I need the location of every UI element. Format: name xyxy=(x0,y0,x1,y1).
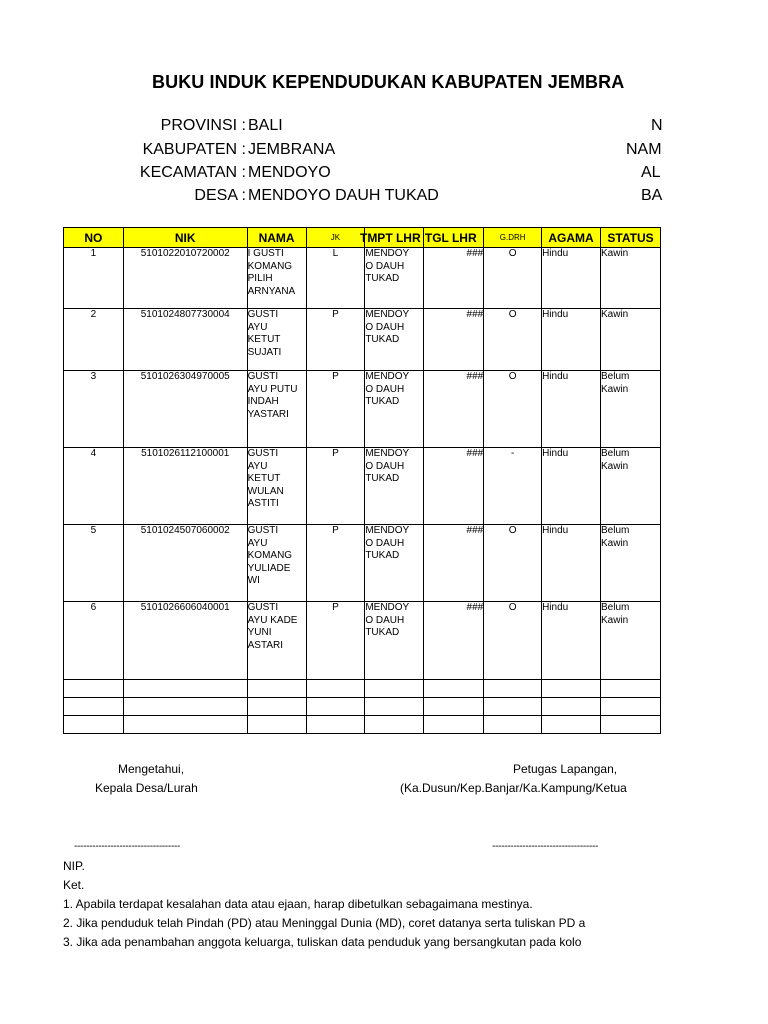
cell-no[interactable]: 4 xyxy=(64,448,124,525)
empty-cell[interactable] xyxy=(64,680,124,698)
table-row xyxy=(64,248,661,309)
cell-agama[interactable]: Hindu xyxy=(542,448,601,525)
cell-nik[interactable]: 5101022010720002 xyxy=(123,248,247,309)
empty-cell[interactable] xyxy=(484,698,542,716)
cell-nama-line: AYU xyxy=(247,321,268,333)
empty-cell[interactable] xyxy=(123,680,247,698)
cell-status-line: Kawin xyxy=(601,309,629,320)
empty-cell[interactable] xyxy=(247,716,306,734)
cell-nama[interactable] xyxy=(247,309,306,371)
footer-petugas: Petugas Lapangan, xyxy=(513,762,618,776)
cell-nama-line: AYU PUTU xyxy=(247,383,298,395)
cell-tgl-lhr[interactable]: ### xyxy=(424,448,484,525)
table-row xyxy=(64,448,661,525)
cell-tgl-lhr[interactable]: ### xyxy=(424,602,484,680)
empty-cell[interactable] xyxy=(542,680,601,698)
cell-tgl-lhr[interactable]: ### xyxy=(424,248,484,309)
cell-tmpt-lhr-line: O DAUH xyxy=(365,460,405,472)
empty-cell[interactable] xyxy=(306,698,365,716)
cell-nik[interactable]: 5101026304970005 xyxy=(123,371,247,448)
header-right-label-4: BA xyxy=(641,187,663,204)
cell-status-line: Belum xyxy=(601,602,630,613)
cell-tmpt-lhr[interactable] xyxy=(365,602,424,680)
empty-table-row xyxy=(64,680,661,698)
column-header-jk[interactable]: JK xyxy=(306,228,365,248)
cell-nama-line: GUSTI xyxy=(247,525,279,536)
cell-nama-line: SUJATI xyxy=(247,346,282,358)
empty-cell[interactable] xyxy=(601,680,661,698)
cell-nama-line: YULIADE xyxy=(247,562,291,574)
empty-cell[interactable] xyxy=(247,680,306,698)
cell-nama[interactable] xyxy=(247,602,306,680)
footer-note-3: 3. Jika ada penambahan anggota keluarga, tuliskan data penduduk yang bersangkutan pada kolo xyxy=(63,935,582,949)
cell-nama-line: ASTITI xyxy=(247,498,279,510)
empty-cell[interactable] xyxy=(306,716,365,734)
cell-tmpt-lhr[interactable] xyxy=(365,371,424,448)
cell-agama[interactable]: Hindu xyxy=(542,371,601,448)
cell-status[interactable] xyxy=(601,309,661,371)
empty-cell[interactable] xyxy=(484,716,542,734)
cell-tmpt-lhr-line: MENDOY xyxy=(365,248,410,259)
cell-nama[interactable] xyxy=(247,448,306,525)
empty-cell[interactable] xyxy=(424,716,484,734)
cell-jk[interactable]: P xyxy=(306,602,365,680)
cell-agama[interactable]: Hindu xyxy=(542,602,601,680)
cell-gdrh[interactable]: O xyxy=(484,371,542,448)
cell-nik[interactable]: 5101026606040001 xyxy=(123,602,247,680)
cell-tmpt-lhr-line: O DAUH xyxy=(365,614,405,626)
header-label-desa: DESA : xyxy=(194,187,246,204)
population-table xyxy=(63,227,661,734)
header-right-label-3: AL xyxy=(641,164,661,181)
cell-no[interactable]: 2 xyxy=(64,309,124,371)
cell-status-line: Kawin xyxy=(601,537,629,549)
cell-no[interactable]: 6 xyxy=(64,602,124,680)
table-header-row xyxy=(64,228,661,248)
column-header-status[interactable]: STATUS xyxy=(601,228,661,248)
header-value-kabupaten: JEMBRANA xyxy=(248,141,336,158)
cell-status[interactable] xyxy=(601,525,661,602)
empty-cell[interactable] xyxy=(542,716,601,734)
cell-nama-line: ARNYANA xyxy=(247,285,296,297)
footer-mengetahui: Mengetahui, xyxy=(118,762,185,776)
table-row xyxy=(64,371,661,448)
cell-nama-line: INDAH xyxy=(247,396,279,408)
cell-tmpt-lhr-line: TUKAD xyxy=(365,627,400,639)
cell-nama-line: AYU KADE xyxy=(247,614,298,626)
page-title: BUKU INDUK KEPENDUDUKAN KABUPATEN JEMBRA xyxy=(152,72,625,92)
footer-nip: NIP. xyxy=(63,859,85,873)
empty-cell[interactable] xyxy=(123,698,247,716)
cell-agama[interactable]: Hindu xyxy=(542,525,601,602)
footer-petugas-role: (Ka.Dusun/Kep.Banjar/Ka.Kampung/Ketua xyxy=(400,781,627,795)
cell-status-line: Kawin xyxy=(601,614,629,626)
cell-nama-line: YUNI xyxy=(247,627,272,639)
cell-tmpt-lhr[interactable] xyxy=(365,248,424,309)
footer-kepala-desa: Kepala Desa/Lurah xyxy=(95,781,198,795)
column-header-gdrh[interactable]: G.DRH xyxy=(484,228,542,248)
cell-tgl-lhr[interactable]: ### xyxy=(424,371,484,448)
cell-nama-line: AYU xyxy=(247,537,268,549)
column-header-agama[interactable]: AGAMA xyxy=(542,228,601,248)
cell-tmpt-lhr-line: TUKAD xyxy=(365,334,400,346)
cell-nama-line: ASTARI xyxy=(247,639,284,651)
column-header-tgl-lhr[interactable]: TGL LHR xyxy=(424,228,484,248)
header-value-kecamatan: MENDOYO xyxy=(248,164,331,181)
cell-tmpt-lhr-line: MENDOY xyxy=(365,309,410,320)
cell-tmpt-lhr-line: TUKAD xyxy=(365,550,400,562)
empty-cell[interactable] xyxy=(64,716,124,734)
column-header-nik[interactable]: NIK xyxy=(123,228,247,248)
cell-nama-line: YASTARI xyxy=(247,408,289,420)
cell-nama-line: KOMANG xyxy=(247,550,293,562)
cell-status[interactable] xyxy=(601,371,661,448)
empty-table-row xyxy=(64,716,661,734)
cell-nik[interactable]: 5101024807730004 xyxy=(123,309,247,371)
cell-gdrh[interactable]: O xyxy=(484,248,542,309)
cell-status-line: Kawin xyxy=(601,460,629,472)
table-row xyxy=(64,309,661,371)
cell-no[interactable]: 1 xyxy=(64,248,124,309)
signature-line-right: ----------------------------------- xyxy=(492,841,599,852)
empty-cell[interactable] xyxy=(365,698,424,716)
column-header-no[interactable]: NO xyxy=(64,228,124,248)
cell-tgl-lhr[interactable]: ### xyxy=(424,309,484,371)
cell-tmpt-lhr[interactable] xyxy=(365,448,424,525)
header-right-label-2: NAM xyxy=(626,141,662,158)
cell-tmpt-lhr-line: O DAUH xyxy=(365,260,405,272)
cell-nama-line: GUSTI xyxy=(247,309,279,320)
empty-cell[interactable] xyxy=(484,680,542,698)
cell-agama[interactable]: Hindu xyxy=(542,248,601,309)
cell-jk[interactable]: P xyxy=(306,448,365,525)
cell-tmpt-lhr-line: O DAUH xyxy=(365,321,405,333)
cell-tgl-lhr[interactable]: ### xyxy=(424,525,484,602)
cell-tmpt-lhr-line: MENDOY xyxy=(365,525,410,536)
header-label-kabupaten: KABUPATEN : xyxy=(142,141,246,158)
cell-status-line: Kawin xyxy=(601,383,629,395)
cell-nama-line: GUSTI xyxy=(247,602,279,613)
cell-gdrh[interactable]: - xyxy=(484,448,542,525)
cell-status-line: Belum xyxy=(601,371,630,382)
cell-nama-line: I GUSTI xyxy=(247,248,284,259)
empty-cell[interactable] xyxy=(247,698,306,716)
cell-tmpt-lhr-line: O DAUH xyxy=(365,383,405,395)
cell-nama[interactable] xyxy=(247,371,306,448)
empty-cell[interactable] xyxy=(542,698,601,716)
empty-cell[interactable] xyxy=(424,698,484,716)
cell-nik[interactable]: 5101024507060002 xyxy=(123,525,247,602)
signature-line-left: ----------------------------------- xyxy=(74,841,181,852)
cell-nama-line: PILIH xyxy=(247,273,273,285)
cell-no[interactable]: 5 xyxy=(64,525,124,602)
footer-ket: Ket. xyxy=(63,878,85,892)
cell-nama-line: WULAN xyxy=(247,485,284,497)
header-value-desa: MENDOYO DAUH TUKAD xyxy=(248,187,439,204)
cell-no[interactable]: 3 xyxy=(64,371,124,448)
empty-cell[interactable] xyxy=(306,680,365,698)
cell-tmpt-lhr-line: MENDOY xyxy=(365,448,410,459)
empty-cell[interactable] xyxy=(365,716,424,734)
cell-tmpt-lhr[interactable] xyxy=(365,309,424,371)
cell-tmpt-lhr-line: O DAUH xyxy=(365,537,405,549)
empty-table-row xyxy=(64,698,661,716)
cell-nama-line: GUSTI xyxy=(247,448,279,459)
cell-agama[interactable]: Hindu xyxy=(542,309,601,371)
footer-note-1: 1. Apabila terdapat kesalahan data atau ejaan, harap dibetulkan sebagaimana mestinya. xyxy=(63,897,533,911)
table-row xyxy=(64,525,661,602)
cell-status[interactable] xyxy=(601,602,661,680)
cell-status-line: Belum xyxy=(601,448,630,459)
empty-cell[interactable] xyxy=(365,680,424,698)
cell-tmpt-lhr-line: MENDOY xyxy=(365,371,410,382)
cell-status[interactable] xyxy=(601,248,661,309)
empty-cell[interactable] xyxy=(64,698,124,716)
cell-status-line: Kawin xyxy=(601,248,629,259)
cell-jk[interactable]: P xyxy=(306,525,365,602)
empty-cell[interactable] xyxy=(424,680,484,698)
footer-note-2: 2. Jika penduduk telah Pindah (PD) atau Meninggal Dunia (MD), coret datanya serta tuliskan PD a xyxy=(63,916,586,930)
cell-gdrh[interactable]: O xyxy=(484,525,542,602)
empty-cell[interactable] xyxy=(601,698,661,716)
cell-jk[interactable]: P xyxy=(306,309,365,371)
cell-nama[interactable] xyxy=(247,248,306,309)
header-label-provinsi: PROVINSI : xyxy=(160,117,246,134)
column-header-tmpt-lhr[interactable]: TMPT LHR xyxy=(365,228,424,248)
cell-tmpt-lhr-line: MENDOY xyxy=(365,602,410,613)
cell-nik[interactable]: 5101026112100001 xyxy=(123,448,247,525)
table-row xyxy=(64,602,661,680)
cell-jk[interactable]: P xyxy=(306,371,365,448)
cell-nama[interactable] xyxy=(247,525,306,602)
cell-tmpt-lhr-line: TUKAD xyxy=(365,473,400,485)
cell-jk[interactable]: L xyxy=(306,248,365,309)
cell-nama-line: AYU xyxy=(247,460,268,472)
header-value-provinsi: BALI xyxy=(248,117,283,134)
column-header-nama[interactable]: NAMA xyxy=(247,228,306,248)
cell-status[interactable] xyxy=(601,448,661,525)
cell-tmpt-lhr-line: TUKAD xyxy=(365,273,400,285)
header-label-kecamatan: KECAMATAN : xyxy=(139,164,246,181)
cell-nama-line: WI xyxy=(247,575,260,587)
cell-nama-line: KOMANG xyxy=(247,260,293,272)
header-right-label-1: N xyxy=(651,117,663,134)
cell-gdrh[interactable]: O xyxy=(484,602,542,680)
cell-gdrh[interactable]: O xyxy=(484,309,542,371)
cell-status-line: Belum xyxy=(601,525,630,536)
cell-tmpt-lhr-line: TUKAD xyxy=(365,396,400,408)
cell-nama-line: KETUT xyxy=(247,334,281,346)
cell-tmpt-lhr[interactable] xyxy=(365,525,424,602)
cell-nama-line: KETUT xyxy=(247,473,281,485)
empty-cell[interactable] xyxy=(601,716,661,734)
cell-nama-line: GUSTI xyxy=(247,371,279,382)
empty-cell[interactable] xyxy=(123,716,247,734)
